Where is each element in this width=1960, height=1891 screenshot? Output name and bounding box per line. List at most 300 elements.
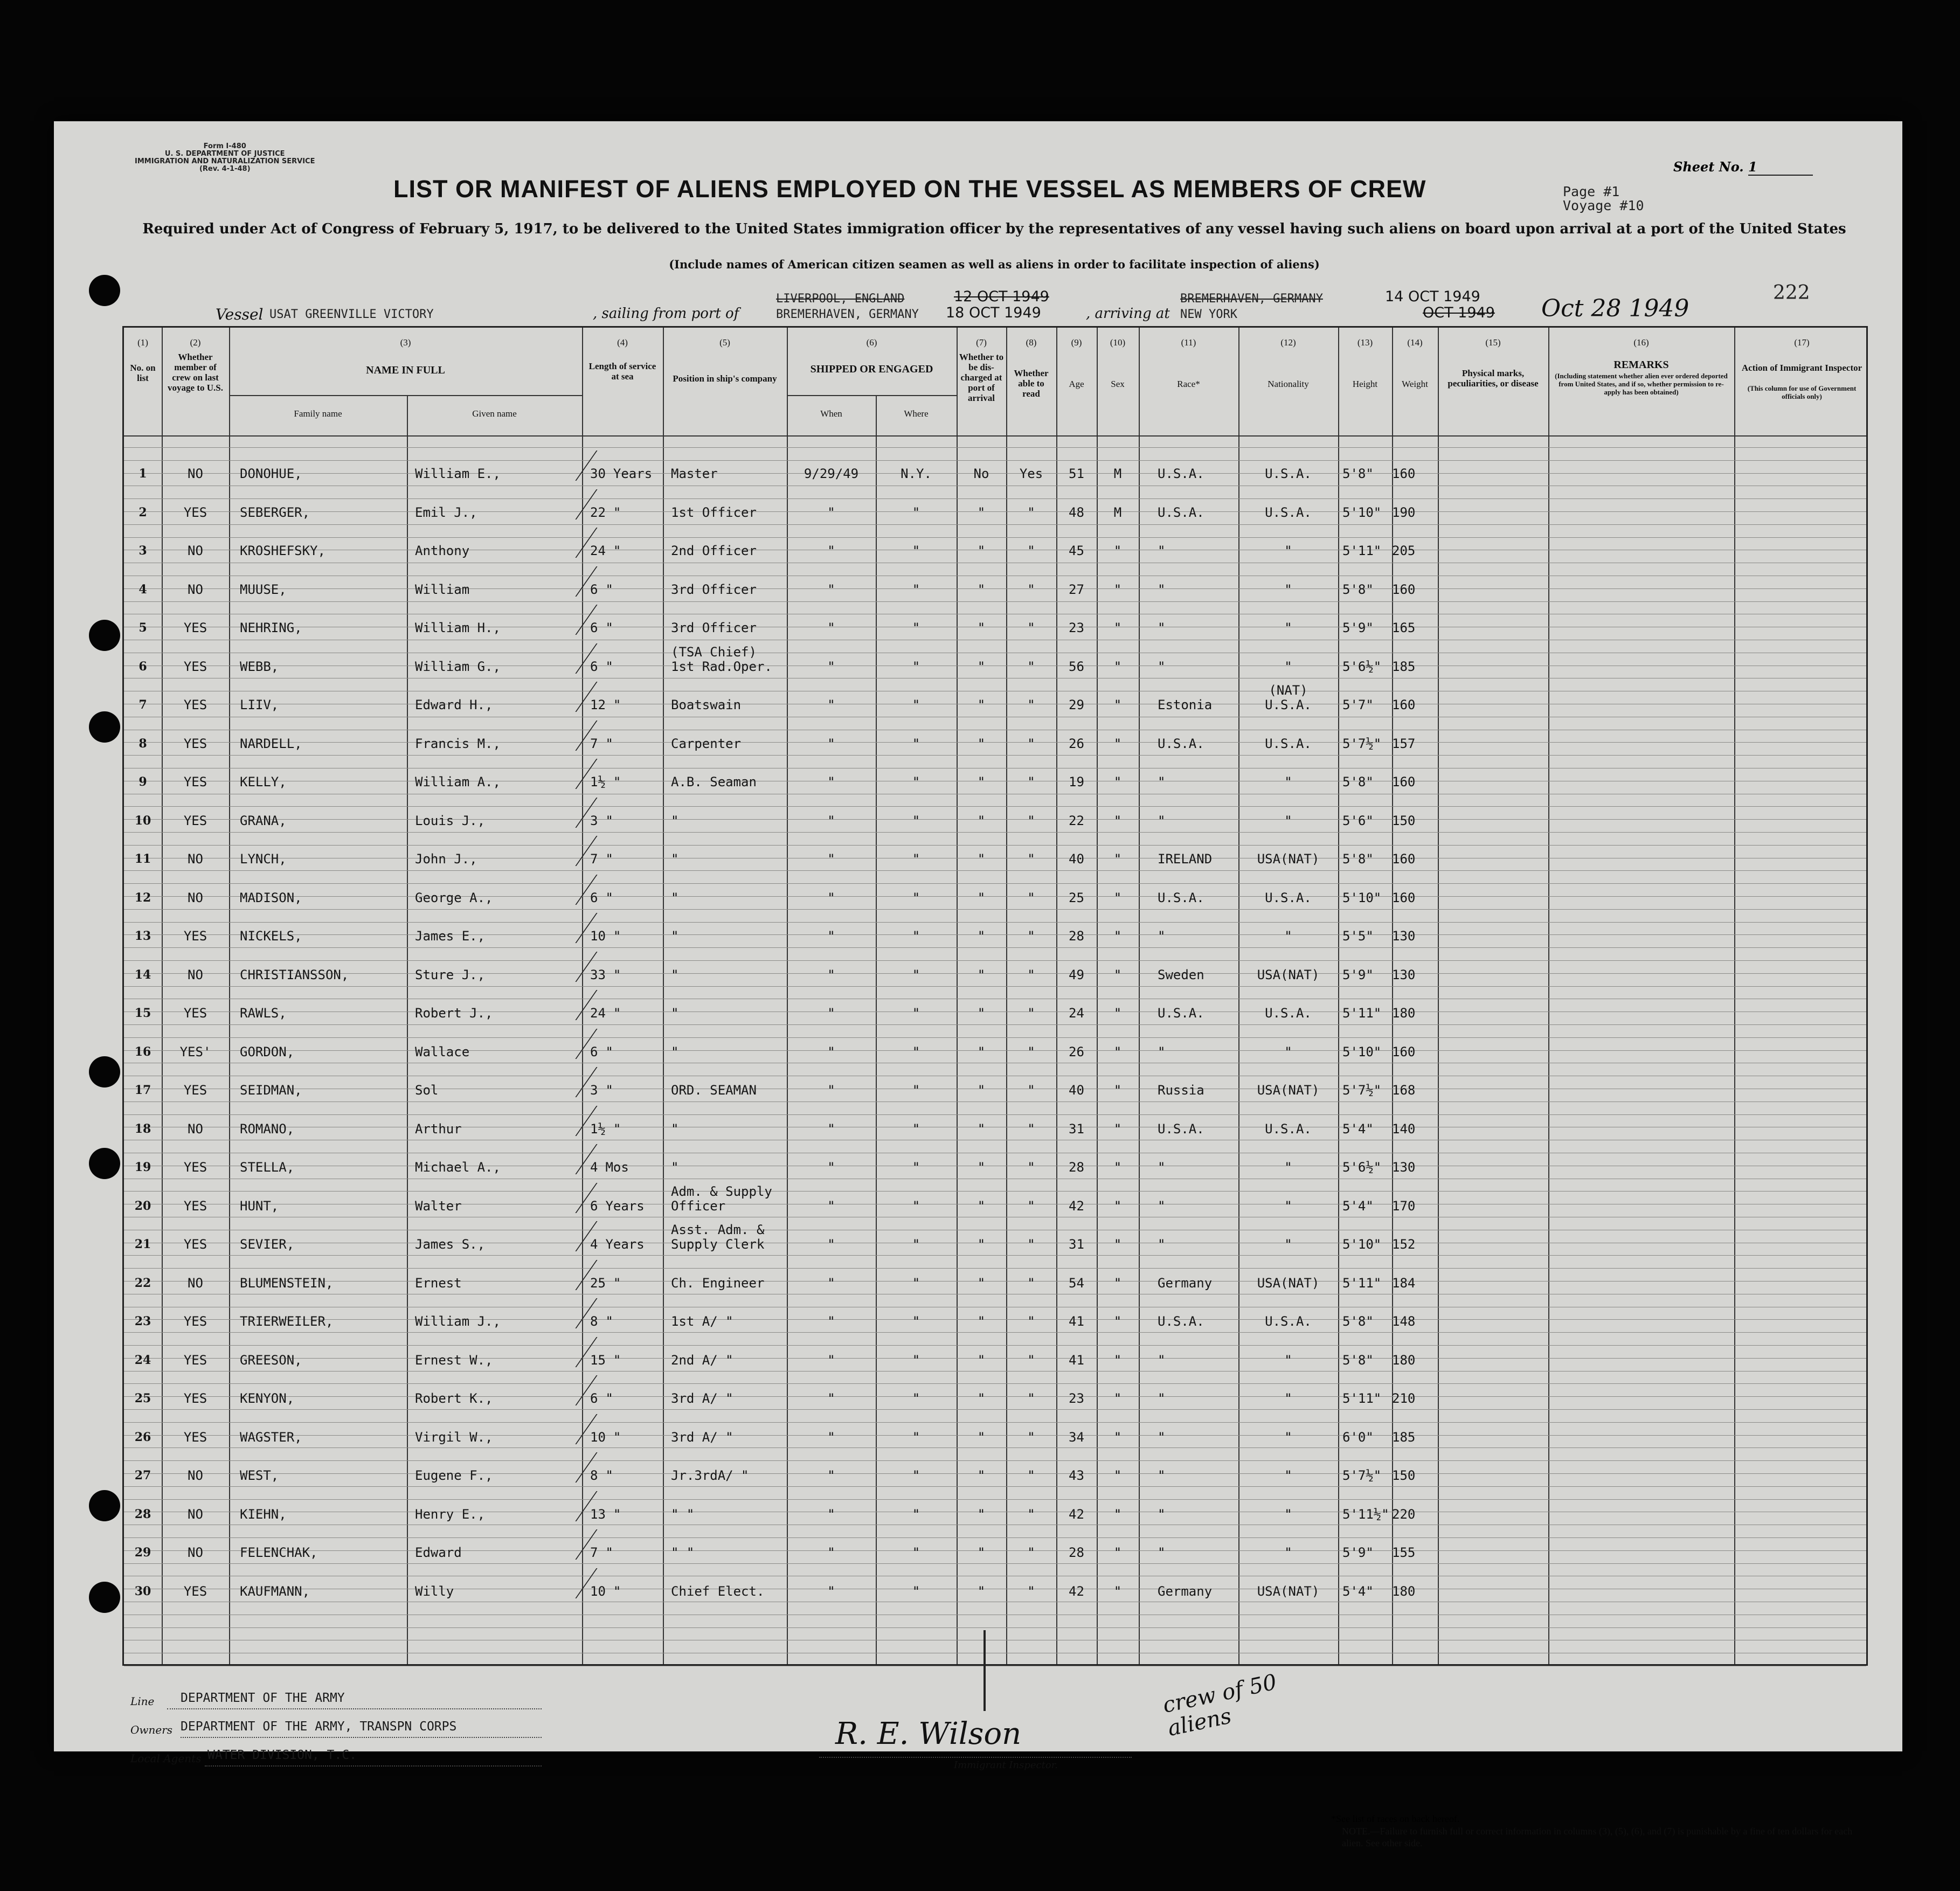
cell-prev: YES <box>183 620 207 635</box>
years-unit: " <box>613 774 621 789</box>
cell-when: " <box>827 1275 835 1291</box>
cell-position: 3rd A/ " <box>671 1391 733 1406</box>
ledger-rule <box>124 986 1866 987</box>
cell-sex: " <box>1113 967 1122 982</box>
years-unit: Years <box>605 1237 645 1252</box>
ledger-rule <box>124 1268 1866 1269</box>
cell-sex: M <box>1113 466 1122 481</box>
cell-height: 5'8" <box>1342 1314 1374 1329</box>
ledger-rule <box>124 1383 1866 1384</box>
cell-disch: " <box>977 1006 986 1021</box>
cell-family: KENYON, <box>240 1391 295 1406</box>
cell-prev: YES <box>183 1583 207 1599</box>
cell-given: Ernest <box>415 1275 462 1291</box>
cell-sex: " <box>1113 813 1122 828</box>
years-unit: " <box>605 659 613 674</box>
cell-sex: " <box>1113 890 1122 905</box>
years-value: 8 <box>590 1314 598 1329</box>
cell-read: " <box>1027 581 1035 597</box>
years-value: 25 <box>590 1275 606 1291</box>
cell-years <box>590 1353 621 1368</box>
cell-where: " <box>912 504 920 520</box>
inspector-signature: R. E. Wilson <box>835 1716 1022 1751</box>
cell-read: " <box>1027 851 1035 867</box>
column-divider <box>1056 328 1057 1664</box>
cell-prev: NO <box>188 967 203 982</box>
cell-no: 9 <box>138 775 147 789</box>
cell-family: KIEHN, <box>240 1506 287 1522</box>
ledger-rule <box>124 1409 1866 1410</box>
cell-age: 41 <box>1069 1314 1084 1329</box>
years-unit: " <box>613 1275 621 1291</box>
cell-when: " <box>827 1160 835 1175</box>
struck-port: LIVERPOOL, ENGLAND <box>776 292 905 306</box>
cell-nat: U.S.A. <box>1265 1121 1312 1137</box>
cell-no: 19 <box>134 1160 151 1174</box>
cell-prev: YES <box>183 813 207 828</box>
cell-age: 31 <box>1069 1237 1084 1252</box>
cell-position-top: (TSA Chief) <box>671 644 757 660</box>
cell-read: " <box>1027 1583 1035 1599</box>
cell-age: 28 <box>1069 929 1084 944</box>
struck-date: 12 OCT 1949 <box>954 288 1049 305</box>
cell-when: " <box>827 1506 835 1522</box>
column-divider <box>1548 328 1549 1664</box>
cell-years <box>590 737 613 751</box>
line-label: Line <box>130 1695 155 1708</box>
cell-disch: " <box>977 929 986 944</box>
cell-height: 5'5" <box>1342 929 1374 944</box>
column-divider <box>1238 328 1239 1664</box>
cell-years <box>590 544 621 558</box>
column-divider <box>957 328 958 1664</box>
years-value: 6 <box>590 1044 598 1059</box>
column-number: (5) <box>719 337 730 348</box>
cell-age: 42 <box>1069 1506 1084 1522</box>
ledger-rule <box>124 1447 1866 1448</box>
cell-no: 18 <box>134 1121 151 1136</box>
cell-disch: " <box>977 504 986 520</box>
cell-sex: " <box>1113 1506 1122 1522</box>
cell-read: " <box>1027 1160 1035 1175</box>
cell-where: " <box>912 851 920 867</box>
cell-given: Ernest W., <box>415 1352 493 1368</box>
cell-race: " <box>1158 1545 1166 1560</box>
cell-family: GREESON, <box>240 1352 302 1368</box>
cell-when: " <box>827 659 835 674</box>
cell-prev: NO <box>188 581 203 597</box>
header-position: Position in ship's company <box>673 373 777 384</box>
cell-position: Master <box>671 466 718 481</box>
years-unit: " <box>613 967 621 982</box>
cell-age: 28 <box>1069 1160 1084 1175</box>
cell-read: " <box>1027 774 1035 789</box>
cell-given: Wallace <box>415 1044 470 1059</box>
years-value: 15 <box>590 1352 606 1368</box>
cell-age: 42 <box>1069 1583 1084 1599</box>
cell-nat: " <box>1284 1391 1292 1406</box>
ledger-rule <box>124 1037 1866 1038</box>
cell-years <box>590 698 621 712</box>
cell-years <box>590 1045 613 1059</box>
punch-hole <box>89 1056 120 1088</box>
cell-weight: 185 <box>1392 659 1416 674</box>
cell-nat: USA(NAT) <box>1257 1275 1320 1291</box>
cell-when: " <box>827 1583 835 1599</box>
cell-race: U.S.A. <box>1158 1006 1204 1021</box>
cell-disch: " <box>977 1468 986 1483</box>
years-value: 8 <box>590 1468 598 1483</box>
cell-race: IRELAND <box>1158 851 1213 867</box>
cell-sex: " <box>1113 659 1122 674</box>
cell-family: SEBERGER, <box>240 504 310 520</box>
form-revision: (Rev. 4-1-48) <box>199 165 251 173</box>
cell-nat: " <box>1284 1468 1292 1483</box>
cell-race: U.S.A. <box>1158 736 1204 751</box>
cell-years <box>590 929 621 944</box>
cell-disch: No <box>973 466 989 481</box>
cell-race: " <box>1158 1506 1166 1522</box>
cell-given: Sol <box>415 1083 439 1098</box>
cell-age: 45 <box>1069 543 1084 558</box>
ledger-rule <box>124 1371 1866 1372</box>
cell-given: Anthony <box>415 543 470 558</box>
cell-family: KROSHEFSKY, <box>240 543 325 558</box>
cell-weight: 148 <box>1392 1314 1416 1329</box>
cell-disch: " <box>977 1083 986 1098</box>
column-number: (15) <box>1485 337 1501 348</box>
cell-height: 5'4" <box>1342 1583 1374 1599</box>
cell-prev: YES <box>183 774 207 789</box>
header-length-service: Length of service at sea <box>588 361 656 382</box>
cell-family: TRIERWEILER, <box>240 1314 334 1329</box>
column-divider <box>787 328 788 1664</box>
cell-sex: " <box>1113 1044 1122 1059</box>
cell-weight: 157 <box>1392 736 1416 751</box>
cell-height: 5'4" <box>1342 1198 1374 1214</box>
cell-family: NICKELS, <box>240 929 302 944</box>
years-value: 7 <box>590 736 598 751</box>
cell-years <box>590 1006 621 1021</box>
cell-read: " <box>1027 620 1035 635</box>
years-unit: " <box>605 890 613 905</box>
cell-family: RAWLS, <box>240 1006 287 1021</box>
cell-nat: " <box>1284 929 1292 944</box>
cell-weight: 210 <box>1392 1391 1416 1406</box>
cell-height: 5'8" <box>1342 851 1374 867</box>
header-discharged: Whether to be dis-charged at port of arrival <box>959 352 1004 403</box>
cell-sex: " <box>1113 1083 1122 1098</box>
cell-years <box>590 891 613 905</box>
years-unit: " <box>605 813 613 828</box>
sheet-number <box>1673 159 1813 176</box>
cell-given: Sture J., <box>415 967 486 982</box>
struck-port-2: BREMERHAVEN, GERMANY <box>1180 292 1323 306</box>
cell-height: 5'10" <box>1342 890 1382 905</box>
cell-height: 5'10" <box>1342 504 1382 520</box>
cell-years <box>590 852 613 867</box>
cell-when: " <box>827 736 835 751</box>
years-value: 6 <box>590 620 598 635</box>
cell-prev: YES' <box>179 1044 211 1059</box>
cell-read: " <box>1027 1352 1035 1368</box>
cell-sex: " <box>1113 1121 1122 1137</box>
header-physical: Physical marks, peculiarities, or disease <box>1448 368 1539 389</box>
cell-age: 26 <box>1069 736 1084 751</box>
cell-weight: 160 <box>1392 774 1416 789</box>
column-number: (6) <box>866 337 877 348</box>
cell-nat: USA(NAT) <box>1257 851 1320 867</box>
cell-disch: " <box>977 1391 986 1406</box>
header-divider <box>787 395 957 396</box>
column-number: (9) <box>1071 337 1082 348</box>
cell-nat: " <box>1284 1545 1292 1560</box>
cell-weight: 180 <box>1392 1583 1416 1599</box>
cell-disch: " <box>977 620 986 635</box>
cell-given: Virgil W., <box>415 1429 493 1445</box>
cell-given: Edward H., <box>415 697 493 712</box>
cell-when: " <box>827 1083 835 1098</box>
cell-no: 26 <box>134 1430 151 1444</box>
cell-height: 5'11" <box>1342 1006 1382 1021</box>
cell-position: ORD. SEAMAN <box>671 1083 757 1098</box>
cell-where: " <box>912 1121 920 1137</box>
cell-sex: " <box>1113 1237 1122 1252</box>
cell-position: Ch. Engineer <box>671 1275 765 1291</box>
years-value: 7 <box>590 851 598 867</box>
cell-race: Germany <box>1158 1583 1213 1599</box>
owners-value: DEPARTMENT OF THE ARMY, TRANSPN CORPS <box>181 1720 457 1734</box>
cell-height: 5'8" <box>1342 1352 1374 1368</box>
punch-hole <box>89 1490 120 1521</box>
cell-nat: U.S.A. <box>1265 1314 1312 1329</box>
cell-age: 40 <box>1069 851 1084 867</box>
years-value: 4 <box>590 1160 598 1175</box>
cell-no: 4 <box>138 582 147 597</box>
cell-race: " <box>1158 929 1166 944</box>
cell-family: WEBB, <box>240 659 279 674</box>
cell-no: 14 <box>134 967 151 982</box>
cell-nat: " <box>1284 543 1292 558</box>
cell-position: 1st Officer <box>671 504 757 520</box>
cell-family: MADISON, <box>240 890 302 905</box>
cell-position: " <box>671 929 679 944</box>
arrival-date-handwritten: Oct 28 1949 <box>1541 295 1689 322</box>
cell-given: Robert J., <box>415 1006 493 1021</box>
years-value: 6 <box>590 581 598 597</box>
cell-age: 25 <box>1069 890 1084 905</box>
cell-where: " <box>912 1006 920 1021</box>
header-action: Action of Immigrant Inspector <box>1741 363 1862 373</box>
cell-nat: U.S.A. <box>1265 504 1312 520</box>
cell-height: 5'11½" <box>1342 1506 1389 1522</box>
cell-weight: 160 <box>1392 851 1416 867</box>
ledger-rule <box>124 832 1866 833</box>
cell-nat: " <box>1284 1352 1292 1368</box>
cell-when: " <box>827 1006 835 1021</box>
column-number: (8) <box>1026 337 1037 348</box>
years-value: 24 <box>590 543 606 558</box>
years-unit: " <box>605 1545 613 1560</box>
ledger-rule <box>124 447 1866 448</box>
cell-race: " <box>1158 1352 1166 1368</box>
cell-read: " <box>1027 543 1035 558</box>
cell-sex: " <box>1113 620 1122 635</box>
cell-read: " <box>1027 1198 1035 1214</box>
cell-weight: 130 <box>1392 967 1416 982</box>
cell-given: Eugene F., <box>415 1468 493 1483</box>
cell-disch: " <box>977 813 986 828</box>
cell-prev: YES <box>183 1237 207 1252</box>
cell-age: 34 <box>1069 1429 1084 1445</box>
cell-years <box>590 968 621 982</box>
cell-height: 5'6½" <box>1342 1160 1382 1175</box>
column-divider <box>582 328 583 1664</box>
cell-prev: YES <box>183 1429 207 1445</box>
years-value: 22 <box>590 504 606 520</box>
cell-given: Henry E., <box>415 1506 486 1522</box>
cell-where: " <box>912 1160 920 1175</box>
cell-prev: NO <box>188 466 203 481</box>
cell-no: 11 <box>134 852 151 866</box>
struck-date-2: 14 OCT 1949 <box>1385 288 1480 305</box>
cell-where: " <box>912 1237 920 1252</box>
cell-when: " <box>827 1352 835 1368</box>
manifest-sheet <box>54 121 1902 1848</box>
years-unit: " <box>605 1083 613 1098</box>
cell-where: " <box>912 1545 920 1560</box>
ledger-rule <box>124 845 1866 846</box>
cell-no: 10 <box>134 813 151 828</box>
cell-nat-top: (NAT) <box>1269 683 1308 698</box>
cell-read: " <box>1027 1006 1035 1021</box>
column-number: (1) <box>137 337 148 348</box>
cell-weight: 165 <box>1392 620 1416 635</box>
cell-given: Louis J., <box>415 813 486 828</box>
agency-name: U. S. DEPARTMENT OF JUSTICE <box>164 150 285 158</box>
cell-disch: " <box>977 1198 986 1214</box>
cell-prev: YES <box>183 1198 207 1214</box>
cell-no: 5 <box>138 621 147 635</box>
years-value: 3 <box>590 1083 598 1098</box>
cell-when: " <box>827 581 835 597</box>
cell-when: " <box>827 1468 835 1483</box>
ledger-rule <box>124 524 1866 525</box>
cell-prev: NO <box>188 1121 203 1137</box>
cell-read: " <box>1027 1083 1035 1098</box>
ledger-rule <box>124 947 1866 948</box>
cell-years <box>590 1430 621 1445</box>
years-value: 1½ <box>590 1121 606 1137</box>
cell-when: " <box>827 1391 835 1406</box>
cell-family: HUNT, <box>240 1198 279 1214</box>
cell-no: 20 <box>134 1199 151 1213</box>
inspector-label: Immigrant Inspector. <box>954 1760 1058 1771</box>
years-unit: " <box>613 1006 621 1021</box>
cell-position: " <box>671 1044 679 1059</box>
cell-disch: " <box>977 736 986 751</box>
column-number: (4) <box>617 337 628 348</box>
cell-nat: " <box>1284 1044 1292 1059</box>
column-number: (10) <box>1110 337 1126 348</box>
cell-sex: " <box>1113 1314 1122 1329</box>
column-number: (3) <box>400 337 411 348</box>
cell-race: " <box>1158 620 1166 635</box>
years-value: 10 <box>590 1583 606 1599</box>
years-value: 10 <box>590 929 606 944</box>
cell-race: Germany <box>1158 1275 1213 1291</box>
cell-years <box>590 1199 645 1214</box>
column-number: (7) <box>976 337 987 348</box>
cell-race: " <box>1158 1160 1166 1175</box>
header-able-read: Whether able to read <box>1014 368 1049 399</box>
cell-weight: 168 <box>1392 1083 1416 1098</box>
cell-read: " <box>1027 736 1035 751</box>
ledger-rule <box>124 1499 1866 1500</box>
cell-no: 12 <box>134 890 151 905</box>
ledger-rule <box>124 1422 1866 1423</box>
cell-years <box>590 1276 621 1291</box>
cell-position: Supply Clerk <box>671 1237 765 1252</box>
page-voyage-info <box>1563 185 1644 213</box>
years-value: 12 <box>590 697 606 712</box>
service-name: IMMIGRATION AND NATURALIZATION SERVICE <box>135 157 315 165</box>
penalty-note: NOTE.—Failure to furnish full or correct information in columns (3), (5), (6), and (7) is punishable by a fine of ten dollars for each alien. See other side. <box>1342 1826 1853 1848</box>
column-divider <box>1097 328 1098 1664</box>
cell-sex: " <box>1113 736 1122 751</box>
cell-disch: " <box>977 1237 986 1252</box>
years-value: 6 <box>590 659 598 674</box>
cell-years <box>590 1160 629 1175</box>
cell-when: " <box>827 929 835 944</box>
cell-position: 3rd Officer <box>671 581 757 597</box>
cell-where: " <box>912 659 920 674</box>
cell-when: " <box>827 851 835 867</box>
cell-no: 29 <box>134 1546 151 1560</box>
cell-given: Edward <box>415 1545 462 1560</box>
cell-age: 43 <box>1069 1468 1084 1483</box>
cell-height: 5'11" <box>1342 1275 1382 1291</box>
cell-read: " <box>1027 1429 1035 1445</box>
cell-given: John J., <box>415 851 477 867</box>
cell-prev: NO <box>188 543 203 558</box>
cell-prev: NO <box>188 890 203 905</box>
cell-family: BLUMENSTEIN, <box>240 1275 334 1291</box>
ledger-rule <box>124 1537 1866 1538</box>
cell-sex: " <box>1113 851 1122 867</box>
cell-read: " <box>1027 697 1035 712</box>
cell-no: 27 <box>134 1469 151 1483</box>
cell-sex: " <box>1113 1545 1122 1560</box>
column-number: (12) <box>1280 337 1296 348</box>
cell-nat: U.S.A. <box>1265 890 1312 905</box>
column-divider <box>162 328 163 1664</box>
cell-sex: " <box>1113 1583 1122 1599</box>
cell-family: GRANA, <box>240 813 287 828</box>
cell-weight: 150 <box>1392 1468 1416 1483</box>
cell-weight: 160 <box>1392 581 1416 597</box>
cell-disch: " <box>977 774 986 789</box>
punch-hole <box>89 1582 120 1613</box>
ledger-rule <box>124 460 1866 461</box>
cell-age: 40 <box>1069 1083 1084 1098</box>
cell-where: " <box>912 1083 920 1098</box>
cell-weight: 150 <box>1392 813 1416 828</box>
cell-where: " <box>912 967 920 982</box>
cell-age: 28 <box>1069 1545 1084 1560</box>
ledger-rule <box>124 1024 1866 1025</box>
years-unit: " <box>613 1121 621 1137</box>
